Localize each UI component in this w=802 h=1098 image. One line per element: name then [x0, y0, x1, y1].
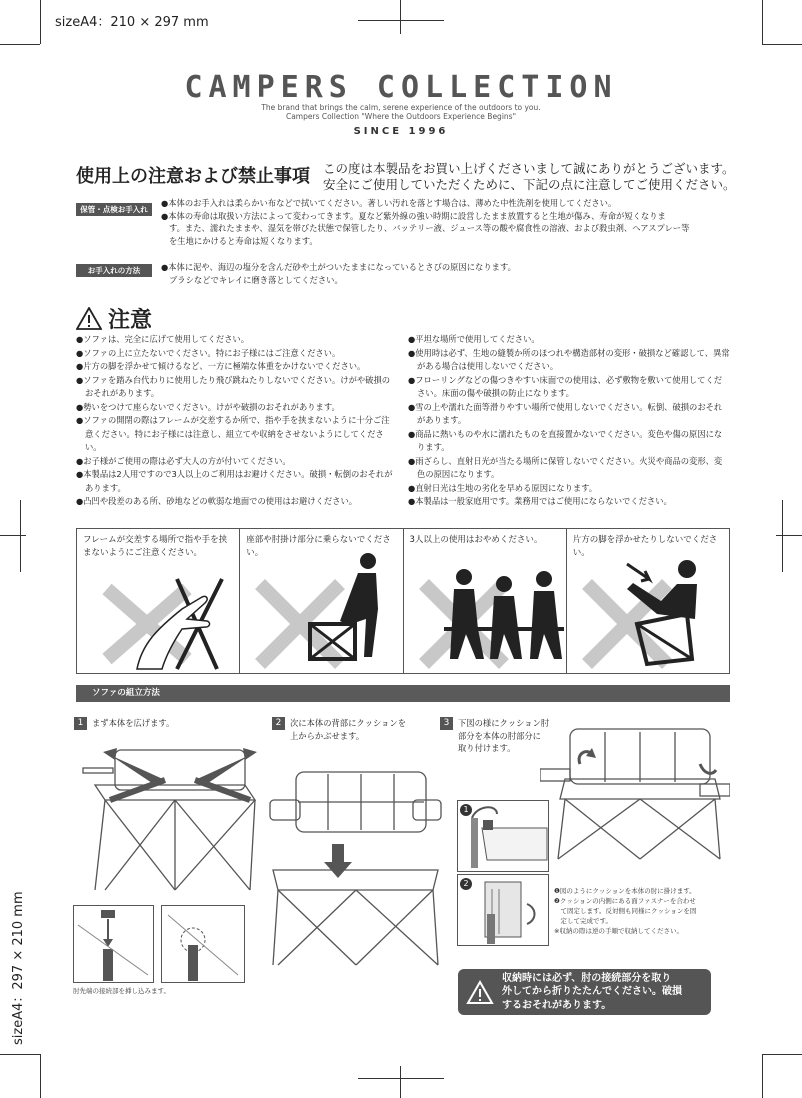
note-line: ❶図のようにクッションを本体の肘に掛けます。	[554, 887, 696, 895]
crop-mark	[762, 44, 802, 45]
step-3	[440, 717, 549, 755]
center-mark	[782, 500, 783, 572]
caution-list-right	[408, 333, 730, 509]
step-1	[74, 717, 174, 730]
step3-notes	[554, 886, 724, 936]
center-mark	[20, 500, 21, 572]
crop-mark	[40, 0, 41, 44]
warning-line: するおそれがあります。	[502, 999, 612, 1011]
step-number: 1	[74, 717, 87, 730]
crop-mark	[762, 1054, 802, 1055]
center-mark	[400, 1066, 401, 1098]
step3-armrest-illustration	[540, 724, 730, 864]
note-line: 定して完成です。	[554, 917, 612, 925]
list-item: ●本製品は一般家庭用です。業務用ではご使用にならないでください。	[408, 496, 672, 506]
method-tag: お手入れの方法	[76, 264, 152, 277]
step-number: 3	[440, 717, 453, 730]
three-people-icon	[404, 529, 567, 675]
storage-warning-text	[502, 972, 682, 1013]
step-text-line: 取り付けます。	[458, 743, 516, 753]
step1-detail-illustration	[73, 905, 245, 983]
step-text-line: 下図の様にクッション肘	[458, 718, 550, 728]
brand-title: CAMPERS COLLECTION	[184, 70, 618, 105]
intro-line: この度は本製品をお買い上げくださいまして誠にありがとうございます。	[323, 161, 735, 176]
center-mark	[358, 20, 444, 21]
step1-sofa-unfold-illustration	[75, 740, 265, 900]
assembly-title: ソファの組立方法	[76, 685, 730, 702]
step-text-line: 上からかぶせます。	[290, 730, 365, 741]
step-text-line: 次に本体の背部にクッションを	[290, 718, 406, 728]
crop-mark	[0, 44, 40, 45]
step-2	[272, 717, 406, 742]
list-item: ●使用時は必ず、生地の縫製か所のほつれや構造部材の変形・破損など確認して、異常がある場合は使用しないでください。	[408, 347, 730, 371]
crop-mark	[40, 1054, 41, 1098]
crop-mark	[762, 0, 763, 44]
crop-mark	[0, 1054, 40, 1055]
warning-panel	[404, 529, 567, 673]
note-line: ※収納の際は逆の手順で収納してください。	[554, 927, 683, 935]
warning-triangle-icon	[76, 307, 102, 330]
storage-warning	[458, 969, 711, 1015]
warning-triangle-icon	[466, 980, 494, 1005]
sub-step-badge-2: 2	[460, 878, 472, 890]
care-tag: 保管・点検お手入れ	[76, 203, 152, 216]
note-line: て固定します。反対側も同様にクッションを固	[554, 907, 697, 915]
size-label-side: sizeA4：297 × 210 mm	[11, 891, 26, 1045]
step-text-line: 部分を本体の肘部分に	[458, 730, 541, 741]
care-line: を生地にかけると寿命は短くなります。	[169, 235, 318, 246]
panel-caption: 3人以上の使用はおやめください。	[409, 535, 543, 545]
step-text	[458, 717, 549, 755]
center-mark	[400, 0, 401, 34]
method-line: ブラシなどでキレイに磨き落としてください。	[169, 274, 343, 285]
method-line: ●本体に泥や、海辺の塩分を含んだ砂や土がついたままになっているとさびの原因になります。	[161, 262, 516, 272]
warning-panel	[567, 529, 729, 673]
list-item: ●凸凹や段差のある所、砂地などの軟弱な地面での使用はお避けください。	[76, 496, 358, 506]
step-text	[290, 717, 406, 742]
list-item: ●ソファの上に立たないでください。特にお子様にはご注意ください。	[76, 347, 341, 358]
crop-mark	[762, 1054, 763, 1098]
list-item: ●勢いをつけて座らないでください。けがや破損のおそれがあります。	[76, 401, 340, 412]
method-text	[161, 261, 733, 286]
list-item: ●直射日光は生地の劣化を早める原因になります。	[408, 482, 598, 493]
list-item: ●ソファを踏み台代わりに使用したり飛び跳ねたりしないでください。けがや破損のおそれがあります。	[76, 374, 391, 398]
list-item: ●ソファの開閉の際はフレームが交差するか所で、指や手を挟まないように十分ご注意ください。特にお子様には注意し、組立てや収納をさせないようにしてください。	[76, 415, 390, 452]
panel-caption: 座部や肘掛け部分に乗らないでください。	[246, 535, 391, 558]
panel-caption: フレームが交差する場所で指や手を挟まないようにご注意ください。	[83, 535, 228, 558]
warning-panel	[77, 529, 240, 673]
caution-heading	[76, 303, 152, 334]
sub-step-badge-1: 1	[460, 804, 472, 816]
care-text	[161, 197, 733, 247]
caution-title: 注意	[108, 307, 153, 333]
intro-line: 安全にご使用していただくために、下記の点に注意してご使用ください。	[323, 177, 736, 192]
list-item: ●平坦な場所で使用してください。	[408, 334, 540, 344]
list-item: ●フローリングなどの傷つきやすい床面での使用は、必ず敷物を敷いて使用してください。床面の傷や破損の防止になります。	[408, 374, 723, 398]
note-line: ❷クッションの内側にある面ファスナーを合わせ	[554, 897, 696, 905]
brand-tagline: The brand that brings the calm, serene experience of the outdoors to you.	[261, 103, 541, 112]
size-label-top: sizeA4：210 × 297 mm	[55, 15, 209, 30]
list-item: ●商品に熱いものや水に濡れたものを直接置かないでください。変色や傷の原因になります。	[408, 428, 723, 452]
list-item: ●お子様がご使用の際は必ず大人の方が付いてください。	[76, 455, 291, 466]
center-mark	[0, 535, 26, 536]
care-line: ●本体のお手入れは柔らかい布などで拭いてください。著しい汚れを落とす場合は、薄めた中性洗剤を使用してください。	[161, 198, 617, 208]
step2-cushion-illustration	[268, 770, 443, 970]
warning-line: 収納時には必ず、肘の接続部分を取り	[502, 972, 672, 984]
page-title: 使用上の注意および禁止事項	[76, 166, 310, 187]
step-text: まず本体を広げます。	[92, 718, 175, 728]
step1-note: 肘先端の接続部を挿し込みます。	[73, 987, 170, 995]
brand-tagline-2: Campers Collection "Where the Outdoors Experience Begins"	[285, 112, 517, 121]
warning-panel	[240, 529, 403, 673]
list-item: ●雨ざらし、直射日光が当たる場所に保管しないでください。火災や商品の変形、変色の原因になります。	[408, 455, 723, 479]
since-label: SINCE 1996	[353, 126, 449, 137]
panel-caption: 片方の脚を浮かせたりしないでください。	[572, 535, 718, 558]
care-line: ●本体の寿命は取扱い方法によって変わってきます。夏など紫外線の強い時期に設営したまま放置すると生地が傷み、寿命が短くなりま	[161, 210, 666, 221]
list-item: ●本製品は2人用ですので3人以上のご利用はお避けください。破損・転倒のおそれがあります。	[76, 469, 393, 493]
warning-panels	[76, 528, 730, 674]
caution-list-left	[76, 333, 394, 509]
center-mark	[358, 1078, 444, 1079]
list-item: ●ソファは、完全に広げて使用してください。	[76, 334, 250, 344]
list-item: ●片方の脚を浮かせて傾けるなど、一方に極端な体重をかけないでください。	[76, 361, 366, 371]
center-mark	[776, 535, 802, 536]
step-number: 2	[272, 717, 285, 730]
care-line: す。また、濡れたままや、湿気を帯びた状態で保管したり、バッテリー液、ジュース等の酸や腐食性の溶液、および殺虫剤、ヘアスプレー等	[169, 223, 690, 233]
warning-line: 外してから折りたたんでください。破損	[502, 986, 682, 998]
list-item: ●雪の上や濡れた面等滑りやすい場所で使用しないでください。転倒、破損のおそれがあります。	[408, 401, 723, 425]
intro-text	[323, 161, 736, 193]
